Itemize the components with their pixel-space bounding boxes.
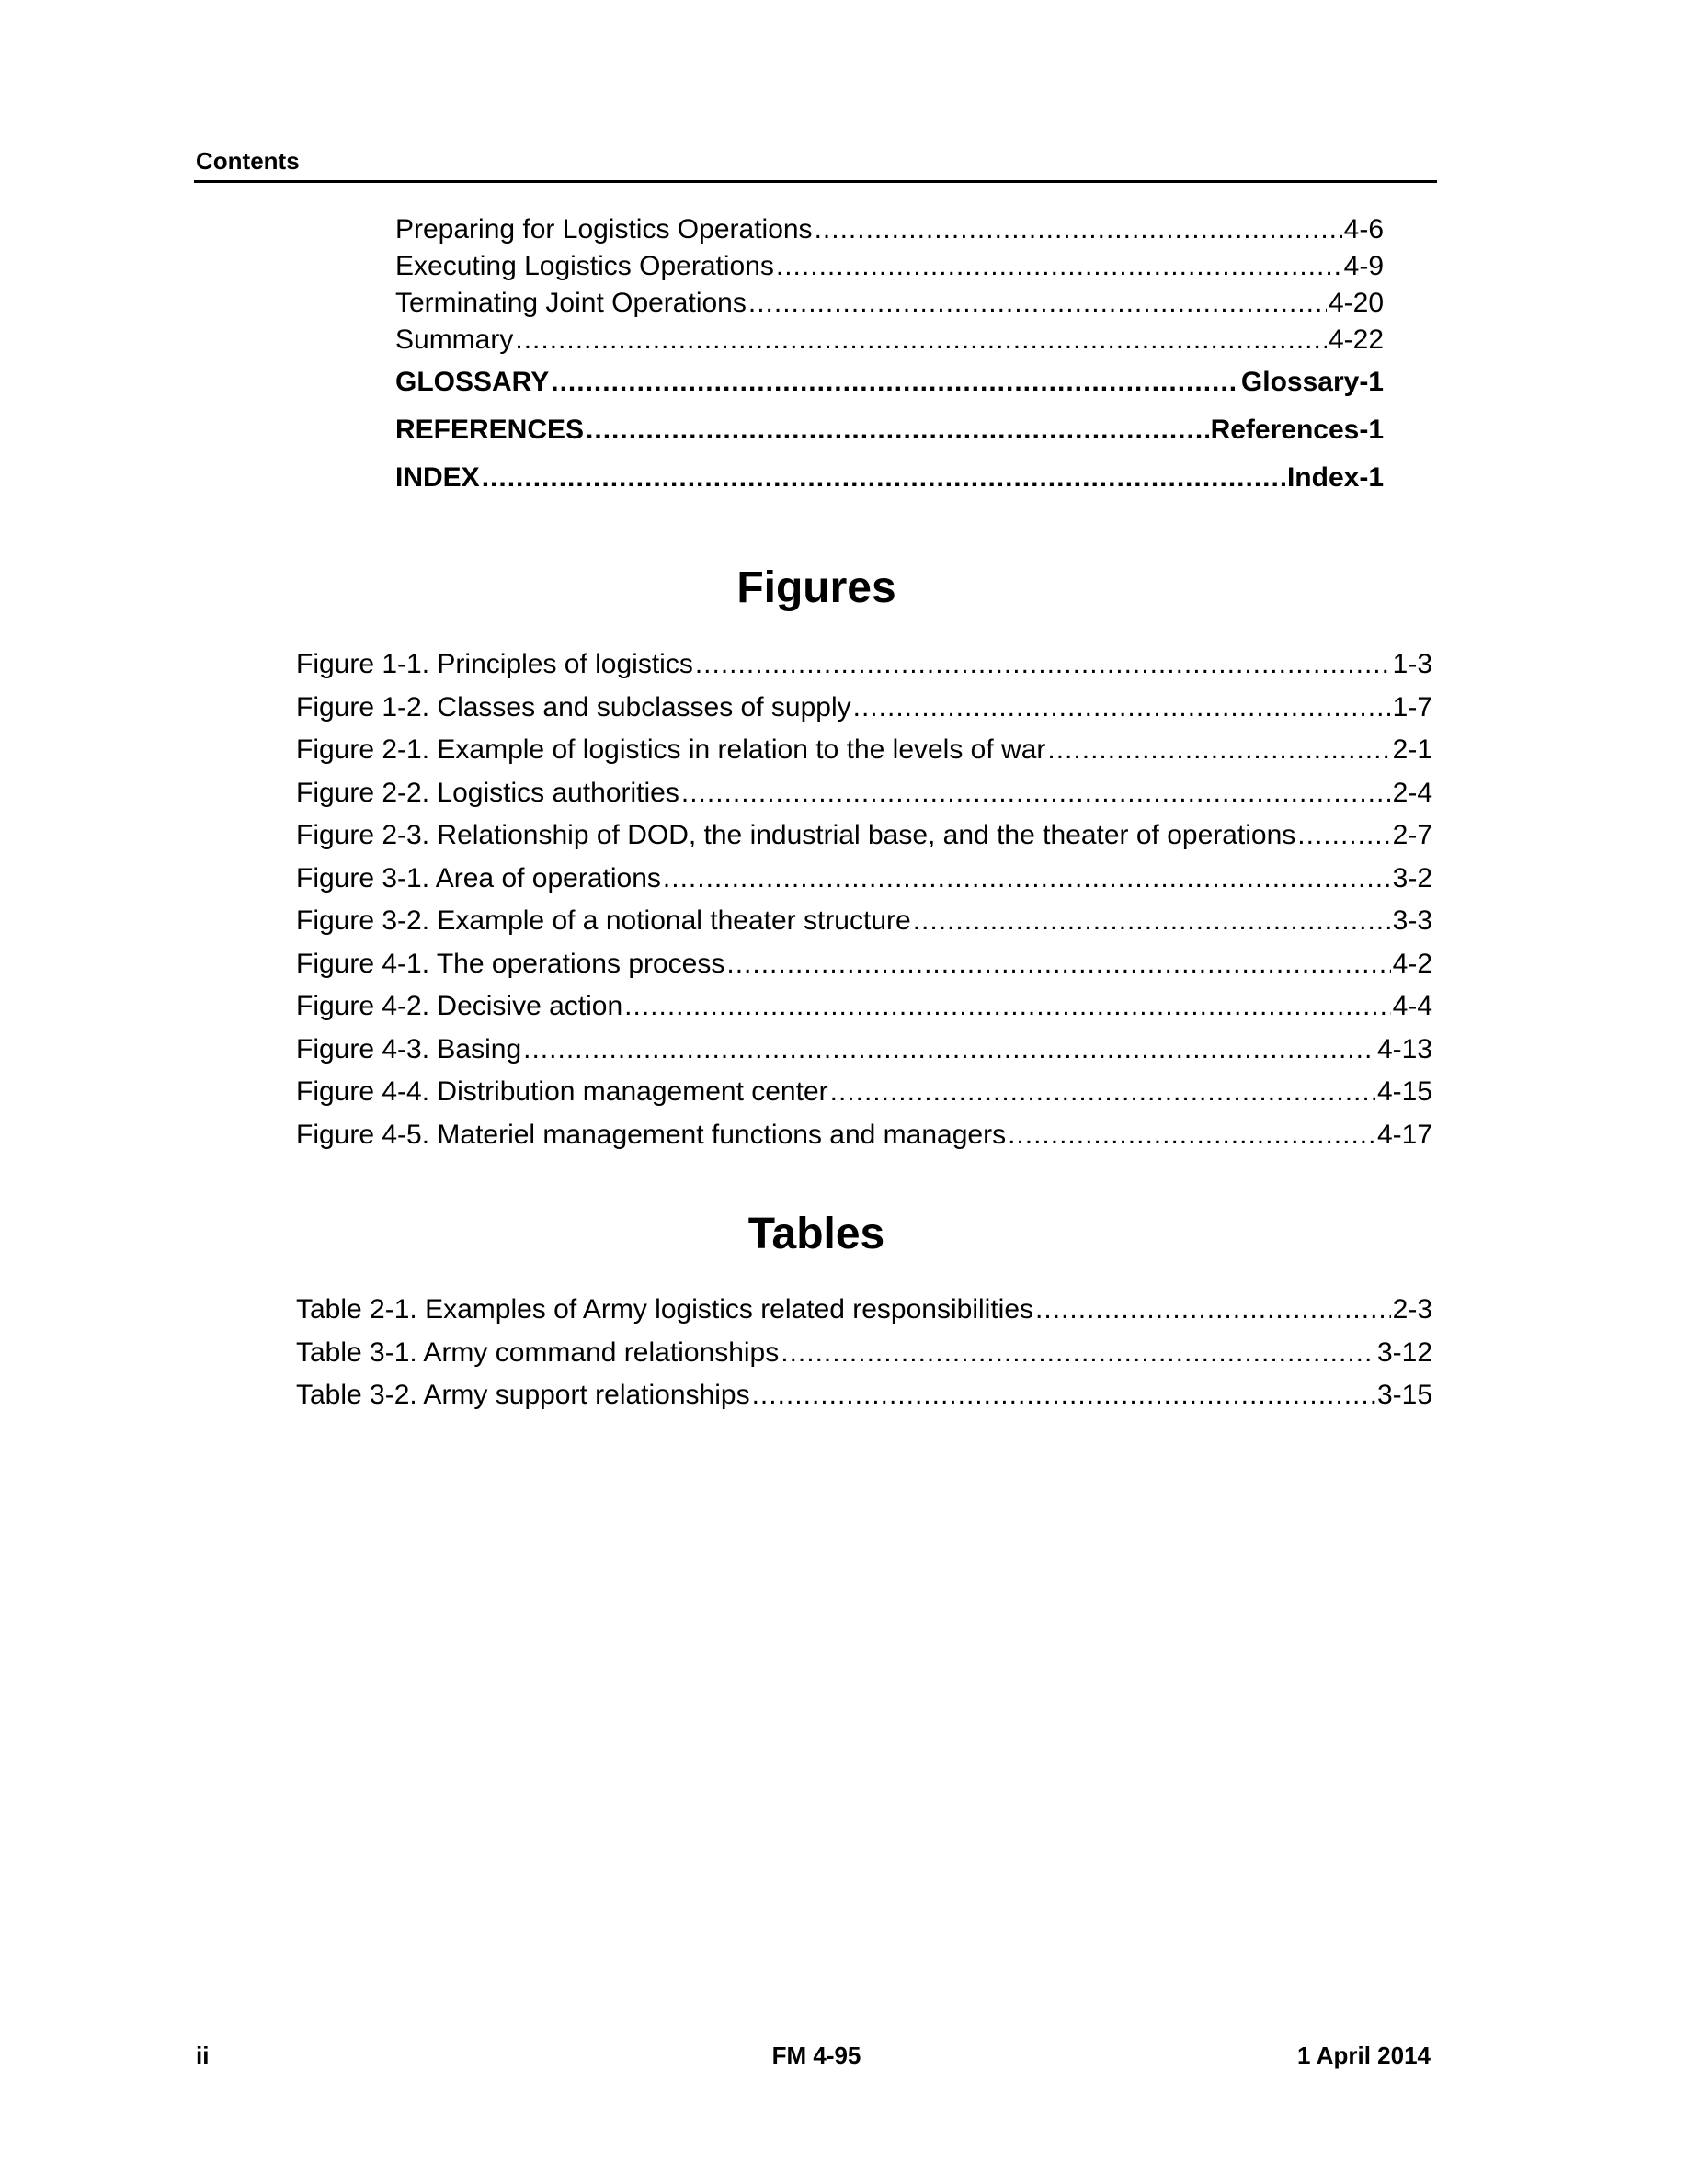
figures-heading: Figures: [736, 563, 896, 612]
figure-entry-label: Figure 4-3. Basing: [296, 1033, 522, 1064]
table-entry-page: 3-12: [1376, 1337, 1432, 1368]
figure-entry[interactable]: [296, 687, 1432, 730]
contents-entry[interactable]: [395, 454, 1384, 502]
figure-entry-page: 4-15: [1376, 1076, 1432, 1107]
figure-entry[interactable]: [296, 1029, 1432, 1072]
figure-entry-label: Figure 4-1. The operations process: [296, 948, 725, 979]
table-entry[interactable]: [296, 1332, 1432, 1375]
dot-leader: [695, 643, 1391, 687]
figure-entry-label: Figure 1-1. Principles of logistics: [296, 649, 693, 679]
contents-entry-label: Executing Logistics Operations: [395, 251, 774, 281]
figure-entry-page: 2-4: [1392, 777, 1432, 808]
figure-entry[interactable]: [296, 1071, 1432, 1114]
figure-entry-page: 3-2: [1392, 862, 1432, 893]
contents-entry-label: Terminating Joint Operations: [395, 288, 747, 318]
table-entry[interactable]: [296, 1289, 1432, 1332]
tables-heading: Tables: [747, 1210, 885, 1258]
figure-entry[interactable]: [296, 729, 1432, 772]
figure-entry[interactable]: [296, 943, 1432, 986]
figure-entry-label: Figure 2-1. Example of logistics in relation to the levels of war: [296, 734, 1046, 765]
page-header: [196, 147, 1437, 175]
contents-entry[interactable]: [395, 322, 1384, 358]
figure-entry-label: Figure 4-4. Distribution management center: [296, 1076, 828, 1107]
figure-entry-page: 1-7: [1392, 691, 1432, 722]
dot-leader: [515, 322, 1327, 358]
contents-entry-page: 4-6: [1343, 214, 1384, 245]
contents-entry-page: Glossary-1: [1240, 367, 1384, 397]
dot-leader: [523, 1029, 1375, 1072]
contents-entry-label: INDEX: [395, 462, 480, 493]
dot-leader: [1035, 1289, 1391, 1332]
dot-leader: [1047, 729, 1390, 772]
dot-leader: [1008, 1114, 1375, 1157]
dot-leader: [913, 900, 1391, 943]
figure-entry[interactable]: [296, 814, 1432, 858]
dot-leader: [1297, 814, 1390, 858]
dot-leader: [663, 858, 1391, 901]
contents-entry[interactable]: [395, 211, 1384, 248]
contents-entry-label: Summary: [395, 324, 514, 355]
footer-date: 1 April 2014: [1296, 2042, 1431, 2069]
dot-leader: [748, 285, 1327, 322]
dot-leader: [815, 211, 1342, 248]
figure-entry-page: 4-13: [1376, 1033, 1432, 1064]
contents-entry-label: REFERENCES: [395, 415, 585, 445]
figure-entry-page: 4-2: [1392, 948, 1432, 979]
contents-entry-page: 4-20: [1328, 288, 1384, 318]
figure-entry-page: 2-1: [1392, 734, 1432, 765]
table-entry[interactable]: [296, 1374, 1432, 1417]
figure-entry-page: 4-4: [1392, 991, 1432, 1021]
contents-entry[interactable]: [395, 358, 1384, 406]
header-title: Contents: [196, 147, 300, 175]
figure-entry[interactable]: [296, 643, 1432, 687]
figure-entry-label: Figure 3-2. Example of a notional theater structure: [296, 905, 911, 936]
contents-entry-label: Preparing for Logistics Operations: [395, 214, 813, 245]
figure-entry[interactable]: [296, 858, 1432, 901]
dot-leader: [482, 454, 1285, 502]
contents-entry[interactable]: [395, 285, 1384, 322]
dot-leader: [551, 358, 1239, 406]
dot-leader: [830, 1071, 1375, 1114]
figure-entry-label: Figure 4-2. Decisive action: [296, 991, 623, 1021]
contents-entry-page: 4-9: [1343, 251, 1384, 281]
figure-entry-label: Figure 3-1. Area of operations: [296, 862, 661, 893]
figure-entry[interactable]: [296, 1114, 1432, 1157]
table-entry-label: Table 2-1. Examples of Army logistics related responsibilities: [296, 1294, 1034, 1325]
table-entry-page: 2-3: [1392, 1294, 1432, 1325]
figure-entry-label: Figure 2-3. Relationship of DOD, the industrial base, and the theater of operations: [296, 820, 1296, 850]
tables-list: [296, 1289, 1432, 1417]
dot-leader: [681, 772, 1391, 815]
contents-entry-label: GLOSSARY: [395, 367, 550, 397]
dot-leader: [776, 248, 1342, 285]
contents-entry-page: 4-22: [1328, 324, 1384, 355]
footer-page-number: ii: [196, 2042, 210, 2069]
figure-entry-label: Figure 1-2. Classes and subclasses of supply: [296, 691, 851, 722]
figure-entry-label: Figure 4-5. Materiel management functions and managers: [296, 1119, 1007, 1150]
contents-entry-page: References-1: [1210, 415, 1384, 445]
table-entry-page: 3-15: [1376, 1380, 1432, 1410]
contents-entry[interactable]: [395, 406, 1384, 454]
footer-doc-id: FM 4-95: [771, 2042, 861, 2069]
figure-entry-page: 4-17: [1376, 1119, 1432, 1150]
dot-leader: [624, 985, 1390, 1029]
table-entry-label: Table 3-2. Army support relationships: [296, 1380, 750, 1410]
header-rule: [194, 180, 1437, 183]
contents-entry[interactable]: [395, 248, 1384, 285]
dot-leader: [586, 406, 1209, 454]
figure-entry-page: 1-3: [1392, 649, 1432, 679]
figure-entry-page: 2-7: [1392, 820, 1432, 850]
contents-entry-page: Index-1: [1286, 462, 1384, 493]
figures-list: [296, 643, 1432, 1156]
figure-entry-page: 3-3: [1392, 905, 1432, 936]
figure-entry[interactable]: [296, 900, 1432, 943]
table-entry-label: Table 3-1. Army command relationships: [296, 1337, 780, 1368]
figure-entry[interactable]: [296, 772, 1432, 815]
contents-list: [395, 211, 1384, 502]
figure-entry[interactable]: [296, 985, 1432, 1029]
dot-leader: [752, 1374, 1375, 1417]
figure-entry-label: Figure 2-2. Logistics authorities: [296, 777, 679, 808]
dot-leader: [853, 687, 1391, 730]
dot-leader: [726, 943, 1390, 986]
dot-leader: [781, 1332, 1375, 1375]
